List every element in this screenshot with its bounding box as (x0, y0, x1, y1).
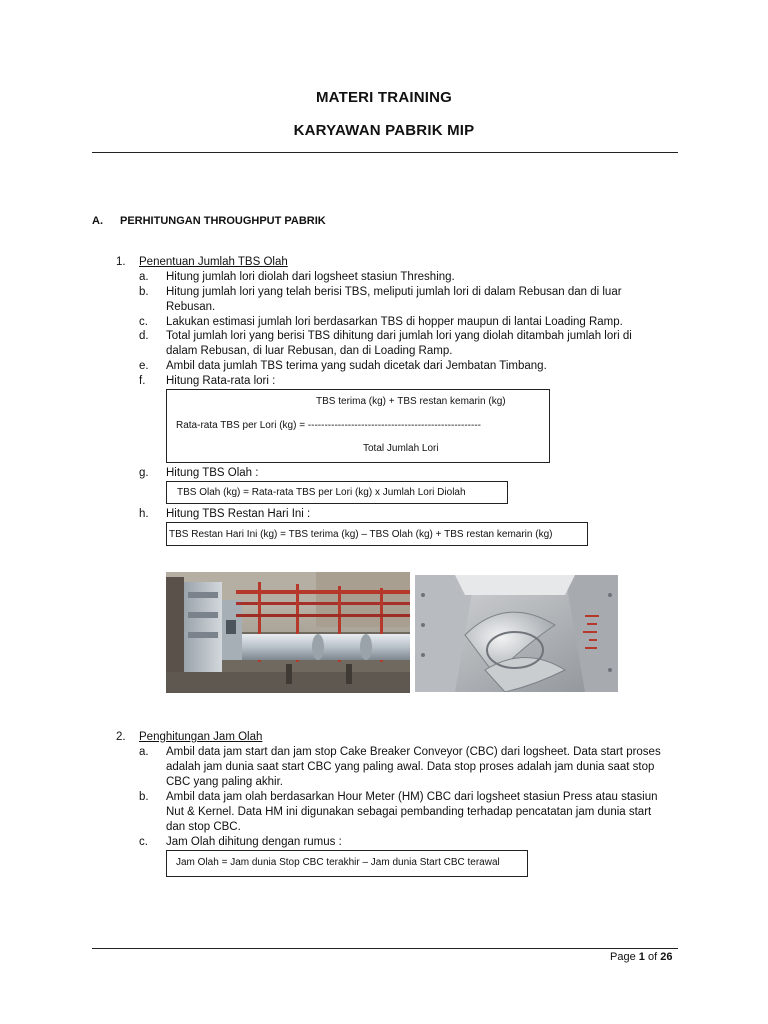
list-item-text: Lakukan estimasi jumlah lori berdasarkan TBS di hopper maupun di lantai Loading Ramp. (166, 316, 623, 328)
formula-box-tbs-restan (166, 522, 588, 546)
list-label: h. (139, 508, 149, 520)
formula-expression: Jam Olah = Jam dunia Stop CBC terakhir – Jam dunia Start CBC terawal (176, 857, 500, 868)
list-item-text: Rebusan. (166, 301, 216, 313)
document-subtitle: KARYAWAN PABRIK MIP (293, 122, 475, 139)
list-label: f. (139, 375, 146, 387)
list-item-text: adalah jam dunia saat start CBC yang paling awal. Data stop proses adalah jam dunia saat stop (166, 761, 655, 773)
page-word: Page (610, 951, 636, 963)
list-item-text: Hitung TBS Restan Hari Ini : (166, 508, 311, 520)
footer-divider (92, 948, 678, 949)
photo-conveyor-interior (415, 575, 618, 692)
list-item-text: Hitung jumlah lori diolah dari logsheet stasiun Threshing. (166, 271, 455, 283)
list-label: d. (139, 330, 149, 342)
formula-box-tbs-olah (166, 481, 508, 504)
item-number: 2. (116, 731, 126, 743)
formula-box-jam-olah (166, 850, 528, 877)
page-total: 26 (660, 951, 673, 963)
list-label: c. (139, 836, 148, 848)
formula-expression: Rata-rata TBS per Lori (kg) = ---------------------------------------------------- (176, 420, 481, 431)
list-label: e. (139, 360, 149, 372)
photo-threshing-station (166, 572, 410, 693)
section-title: PERHITUNGAN THROUGHPUT PABRIK (120, 215, 326, 227)
list-label: g. (139, 467, 149, 479)
list-item-text: dalam Rebusan, di luar Rebusan, dan di Loading Ramp. (166, 345, 453, 357)
item-number: 1. (116, 256, 126, 268)
list-item-text: Ambil data jam start dan jam stop Cake Breaker Conveyor (CBC) dari logsheet. Data start proses (166, 746, 661, 758)
document-title: MATERI TRAINING (315, 89, 453, 106)
formula-expression: TBS Olah (kg) = Rata-rata TBS per Lori (kg) x Jumlah Lori Diolah (177, 487, 466, 498)
formula-numerator: TBS terima (kg) + TBS restan kemarin (kg) (316, 396, 506, 407)
list-item-text: Ambil data jumlah TBS terima yang sudah dicetak dari Jembatan Timbang. (166, 360, 547, 372)
of-word: of (647, 951, 658, 963)
list-item-text: Hitung TBS Olah : (166, 467, 259, 479)
formula-box-average (166, 389, 550, 463)
list-label: b. (139, 791, 149, 803)
list-item-text: Nut & Kernel. Data HM ini digunakan sebagai pembanding terhadap pencatatan jam dunia start (166, 806, 652, 818)
list-label: a. (139, 746, 149, 758)
list-label: c. (139, 316, 148, 328)
list-item-text: Jam Olah dihitung dengan rumus : (166, 836, 342, 848)
formula-expression: TBS Restan Hari Ini (kg) = TBS terima (kg) – TBS Olah (kg) + TBS restan kemarin (kg) (169, 529, 553, 540)
list-item-text: Hitung Rata-rata lori : (166, 375, 276, 387)
list-item-text: Total jumlah lori yang berisi TBS dihitung dari jumlah lori yang diolah ditambah jumlah lori di (166, 330, 632, 342)
page-number (610, 951, 672, 963)
list-item-text: dan stop CBC. (166, 821, 241, 833)
list-item-text: Ambil data jam olah berdasarkan Hour Meter (HM) CBC dari logsheet stasiun Press atau stasiun (166, 791, 658, 803)
list-label: a. (139, 271, 149, 283)
list-item-text: Hitung jumlah lori yang telah berisi TBS, meliputi jumlah lori di dalam Rebusan dan di luar (166, 286, 622, 298)
header-divider (92, 152, 678, 153)
page-current: 1 (638, 951, 645, 963)
list-item-text: CBC yang paling akhir. (166, 776, 283, 788)
item-title: Penentuan Jumlah TBS Olah (139, 256, 288, 268)
section-number: A. (92, 215, 103, 227)
list-label: b. (139, 286, 149, 298)
item-title: Penghitungan Jam Olah (139, 731, 263, 743)
formula-denominator: Total Jumlah Lori (363, 443, 439, 454)
